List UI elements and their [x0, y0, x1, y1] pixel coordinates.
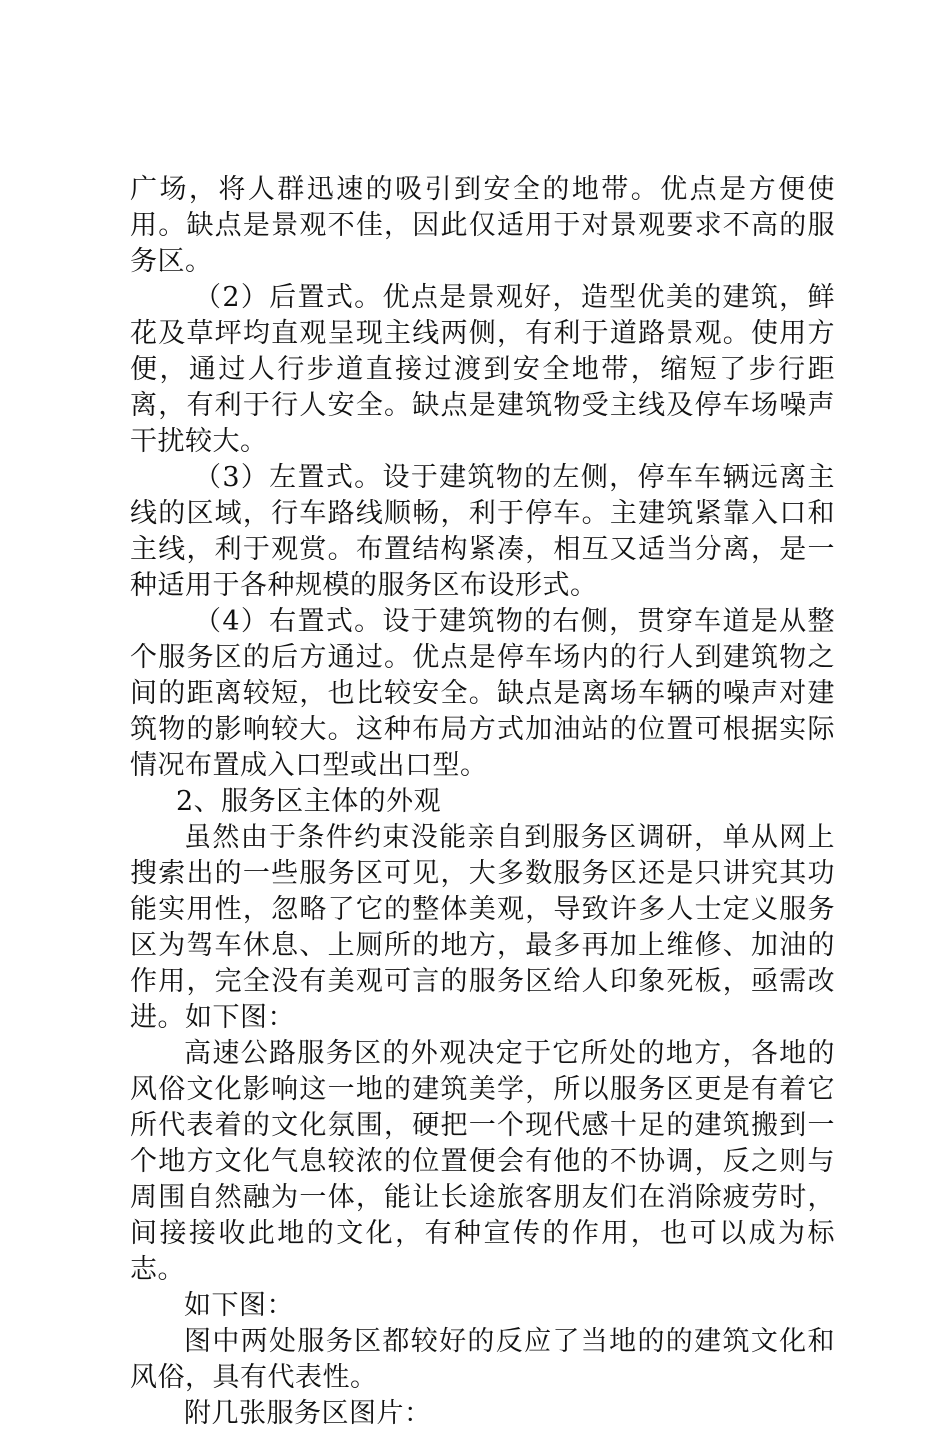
- document-body: [130, 172, 835, 1432]
- paragraph-see-figure: 如下图：: [184, 1290, 294, 1321]
- paragraph-appearance-culture: 高速公路服务区的外观决定于它所处的地方，各地的风俗文化影响这一地的建筑美学，所以服务区更是有着它所代表着的文化氛围，硬把一个现代感十足的建筑搬到一个地方文化气息较浓的位置便会有他的不协调，反之则与周围自然融为一体，能让长途旅客朋友们在消除疲劳时，间接接收此地的文化，有种宣传的作用，也可以成为标志。: [130, 1038, 835, 1285]
- paragraph-right-layout: （4）右置式。设于建筑物的右侧，贯穿车道是从整个服务区的后方通过。优点是停车场内的行人到建筑物之间的距离较短，也比较安全。缺点是离场车辆的噪声对建筑物的影响较大。这种布局方式加油站的位置可根据实际情况布置成入口型或出口型。: [130, 606, 835, 781]
- paragraph-figure-note: 图中两处服务区都较好的反应了当地的的建筑文化和风俗，具有代表性。: [130, 1326, 835, 1393]
- section-heading: 2、服务区主体的外观: [176, 786, 442, 817]
- paragraph-rear-layout: （2）后置式。优点是景观好，造型优美的建筑，鲜花及草坪均直观呈现主线两侧，有利于道路景观。使用方便，通过人行步道直接过渡到安全地带，缩短了步行距离，有利于行人安全。缺点是建筑物受主线及停车场噪声干扰较大。: [130, 282, 835, 457]
- paragraph-left-layout: （3）左置式。设于建筑物的左侧，停车车辆远离主线的区域，行车路线顺畅，利于停车。主建筑紧靠入口和主线，利于观赏。布置结构紧凑，相互又适当分离，是一种适用于各种规模的服务区布设形式。: [130, 462, 835, 601]
- paragraph-attached-images: 附几张服务区图片：: [184, 1398, 432, 1429]
- paragraph-appearance-survey: 虽然由于条件约束没能亲自到服务区调研，单从网上搜索出的一些服务区可见，大多数服务区还是只讲究其功能实用性，忽略了它的整体美观，导致许多人士定义服务区为驾车休息、上厕所的地方，最多再加上维修、加油的作用，完全没有美观可言的服务区给人印象死板，亟需改进。如下图：: [130, 822, 835, 1033]
- paragraph-continuation: 广场，将人群迅速的吸引到安全的地带。优点是方便使用。缺点是景观不佳，因此仅适用于对景观要求不高的服务区。: [130, 174, 835, 277]
